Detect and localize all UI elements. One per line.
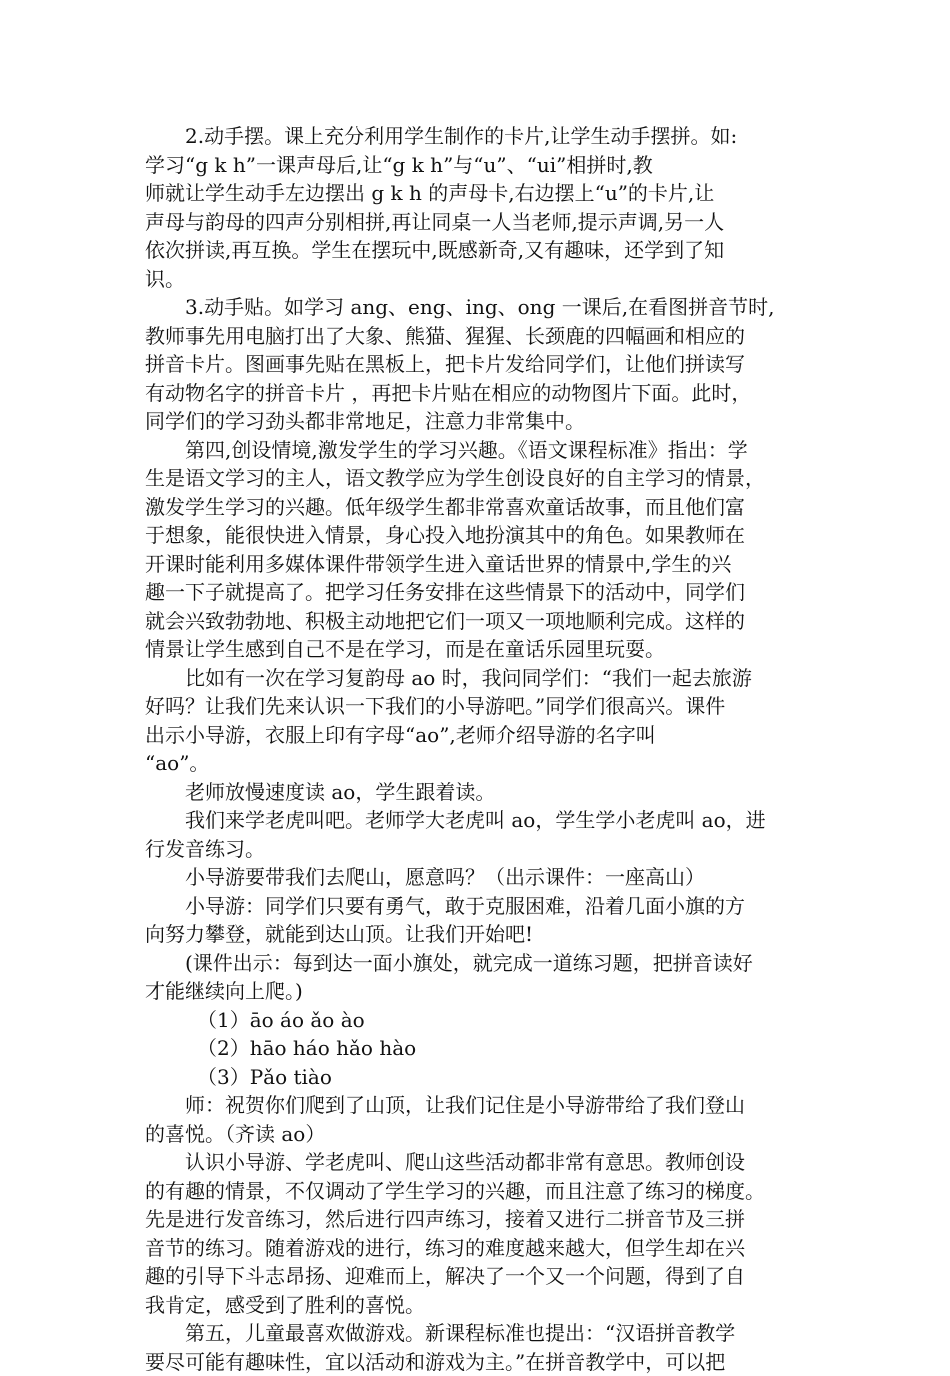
text-line: 师：祝贺你们爬到了山顶，让我们记住是小导游带给了我们登山: [145, 1091, 810, 1120]
text-line: 3.动手贴。如学习 ang、eng、ing、ong 一课后,在看图拼音节时,: [145, 293, 810, 322]
text-line: （1）āo áo ǎo ào: [145, 1006, 810, 1035]
text-line: 的喜悦。（齐读 ao）: [145, 1120, 810, 1149]
text-line: 生是语文学习的主人，语文教学应为学生创设良好的自主学习的情景，: [145, 464, 810, 493]
text-line: 声母与韵母的四声分别相拼,再让同桌一人当老师,提示声调,另一人: [145, 208, 810, 237]
text-line: 依次拼读,再互换。学生在摆玩中,既感新奇,又有趣味，还学到了知: [145, 236, 810, 265]
text-line: 识。: [145, 265, 810, 294]
text-line: 行发音练习。: [145, 835, 810, 864]
text-line: 趣的引导下斗志昂扬、迎难而上，解决了一个又一个问题，得到了自: [145, 1262, 810, 1291]
text-line: 认识小导游、学老虎叫、爬山这些活动都非常有意思。教师创设: [145, 1148, 810, 1177]
text-line: 音节的练习。随着游戏的进行，练习的难度越来越大，但学生却在兴: [145, 1234, 810, 1263]
text-line: 的有趣的情景，不仅调动了学生学习的兴趣，而且注意了练习的梯度。: [145, 1177, 810, 1206]
text-line: 2.动手摆。课上充分利用学生制作的卡片,让学生动手摆拼。如:: [145, 122, 810, 151]
text-line: 比如有一次在学习复韵母 ao 时，我问同学们：“我们一起去旅游: [145, 664, 810, 693]
text-line: 老师放慢速度读 ao，学生跟着读。: [145, 778, 810, 807]
text-line: 激发学生学习的兴趣。低年级学生都非常喜欢童话故事，而且他们富: [145, 493, 810, 522]
text-line: （2）hāo háo hǎo hào: [145, 1034, 810, 1063]
text-line: 我肯定，感受到了胜利的喜悦。: [145, 1291, 810, 1320]
text-line: (课件出示：每到达一面小旗处，就完成一道练习题，把拼音读好: [145, 949, 810, 978]
text-line: 于想象，能很快进入情景，身心投入地扮演其中的角色。如果教师在: [145, 521, 810, 550]
text-line: 开课时能利用多媒体课件带领学生进入童话世界的情景中,学生的兴: [145, 550, 810, 579]
document-body: [145, 122, 810, 1376]
text-line: 第五，儿童最喜欢做游戏。新课程标准也提出：“汉语拼音教学: [145, 1319, 810, 1348]
text-line: 小导游：同学们只要有勇气，敢于克服困难，沿着几面小旗的方: [145, 892, 810, 921]
text-line: 先是进行发音练习，然后进行四声练习，接着又进行二拼音节及三拼: [145, 1205, 810, 1234]
text-line: 趣一下子就提高了。把学习任务安排在这些情景下的活动中，同学们: [145, 578, 810, 607]
text-line: 有动物名字的拼音卡片 ，再把卡片贴在相应的动物图片下面。此时，: [145, 379, 810, 408]
text-line: 要尽可能有趣味性，宜以活动和游戏为主。”在拼音教学中，可以把: [145, 1348, 810, 1376]
text-line: 同学们的学习劲头都非常地足，注意力非常集中。: [145, 407, 810, 436]
text-line: “ao”。: [145, 749, 810, 778]
text-line: 情景让学生感到自己不是在学习，而是在童话乐园里玩耍。: [145, 635, 810, 664]
text-line: 小导游要带我们去爬山，愿意吗？（出示课件：一座高山）: [145, 863, 810, 892]
text-line: 才能继续向上爬。): [145, 977, 810, 1006]
text-line: 向努力攀登，就能到达山顶。让我们开始吧!: [145, 920, 810, 949]
text-line: 我们来学老虎叫吧。老师学大老虎叫 ao，学生学小老虎叫 ao，进: [145, 806, 810, 835]
text-line: （3）Pǎo tiào: [145, 1063, 810, 1092]
text-line: 出示小导游，衣服上印有字母“ao”,老师介绍导游的名字叫: [145, 721, 810, 750]
text-line: 拼音卡片。图画事先贴在黑板上，把卡片发给同学们，让他们拼读写: [145, 350, 810, 379]
text-line: 第四,创设情境,激发学生的学习兴趣。《语文课程标准》指出：学: [145, 436, 810, 465]
text-line: 学习“g k h”一课声母后,让“g k h”与“u”、“ui”相拼时,教: [145, 151, 810, 180]
text-line: 好吗？让我们先来认识一下我们的小导游吧。”同学们很高兴。课件: [145, 692, 810, 721]
text-line: 教师事先用电脑打出了大象、熊猫、猩猩、长颈鹿的四幅画和相应的: [145, 322, 810, 351]
text-line: 师就让学生动手左边摆出 g k h 的声母卡,右边摆上“u”的卡片,让: [145, 179, 810, 208]
text-line: 就会兴致勃勃地、积极主动地把它们一项又一项地顺利完成。这样的: [145, 607, 810, 636]
